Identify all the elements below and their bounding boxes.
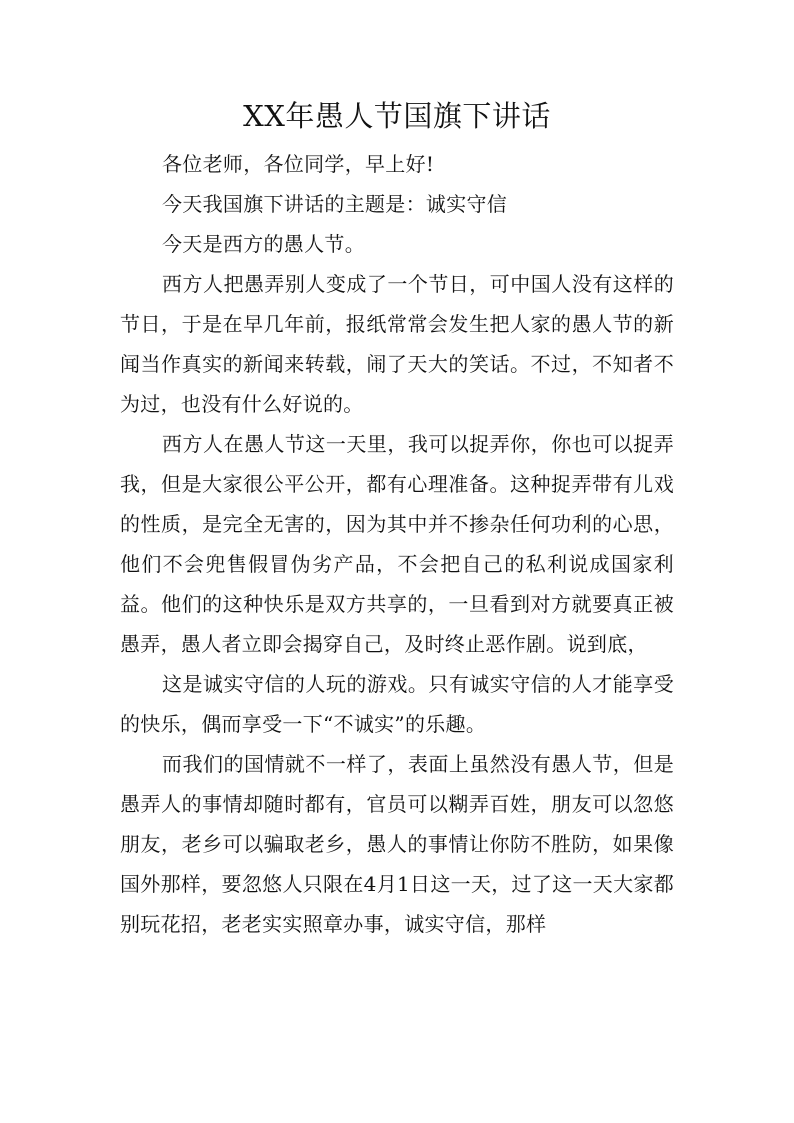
paragraph-intro: 今天是西方的愚人节。 — [162, 232, 365, 256]
paragraph-body: 西方人把愚弄别人变成了一个节日，可中国人没有这样的节日，于是在早几年前，报纸常常会发生把人家的愚人节的新闻当作真实的新闻来转载，闹了天大的笑话。不过，不知者不为过，也没有什么好说的。 — [120, 272, 674, 416]
paragraph-body: 这是诚实守信的人玩的游戏。只有诚实守信的人才能享受的快乐，偶而享受一下“不诚实”的乐趣。 — [120, 672, 674, 736]
paragraph-theme: 今天我国旗下讲话的主题是：诚实守信 — [162, 192, 508, 216]
document-title: XX年愚人节国旗下讲话 — [243, 99, 551, 133]
paragraph-greeting: 各位老师，各位同学，早上好! — [162, 152, 435, 176]
paragraph-body: 而我们的国情就不一样了，表面上虽然没有愚人节，但是愚弄人的事情却随时都有，官员可以糊弄百姓，朋友可以忽悠朋友，老乡可以骗取老乡，愚人的事情让你防不胜防，如果像国外那样，要忽悠人只限在4月1日这一天，过了这一天大家都别玩花招，老老实实照章办事，诚实守信，那样 — [120, 752, 674, 936]
paragraph-body: 西方人在愚人节这一天里，我可以捉弄你，你也可以捉弄我，但是大家很公平公开，都有心理准备。这种捉弄带有儿戏的性质，是完全无害的，因为其中并不掺杂任何功利的心思，他们不会兜售假冒伪劣产品，不会把自己的私利说成国家利益。他们的这种快乐是双方共享的，一旦看到对方就要真正被愚弄，愚人者立即会揭穿自己，及时终止恶作剧。说到底， — [120, 432, 674, 656]
